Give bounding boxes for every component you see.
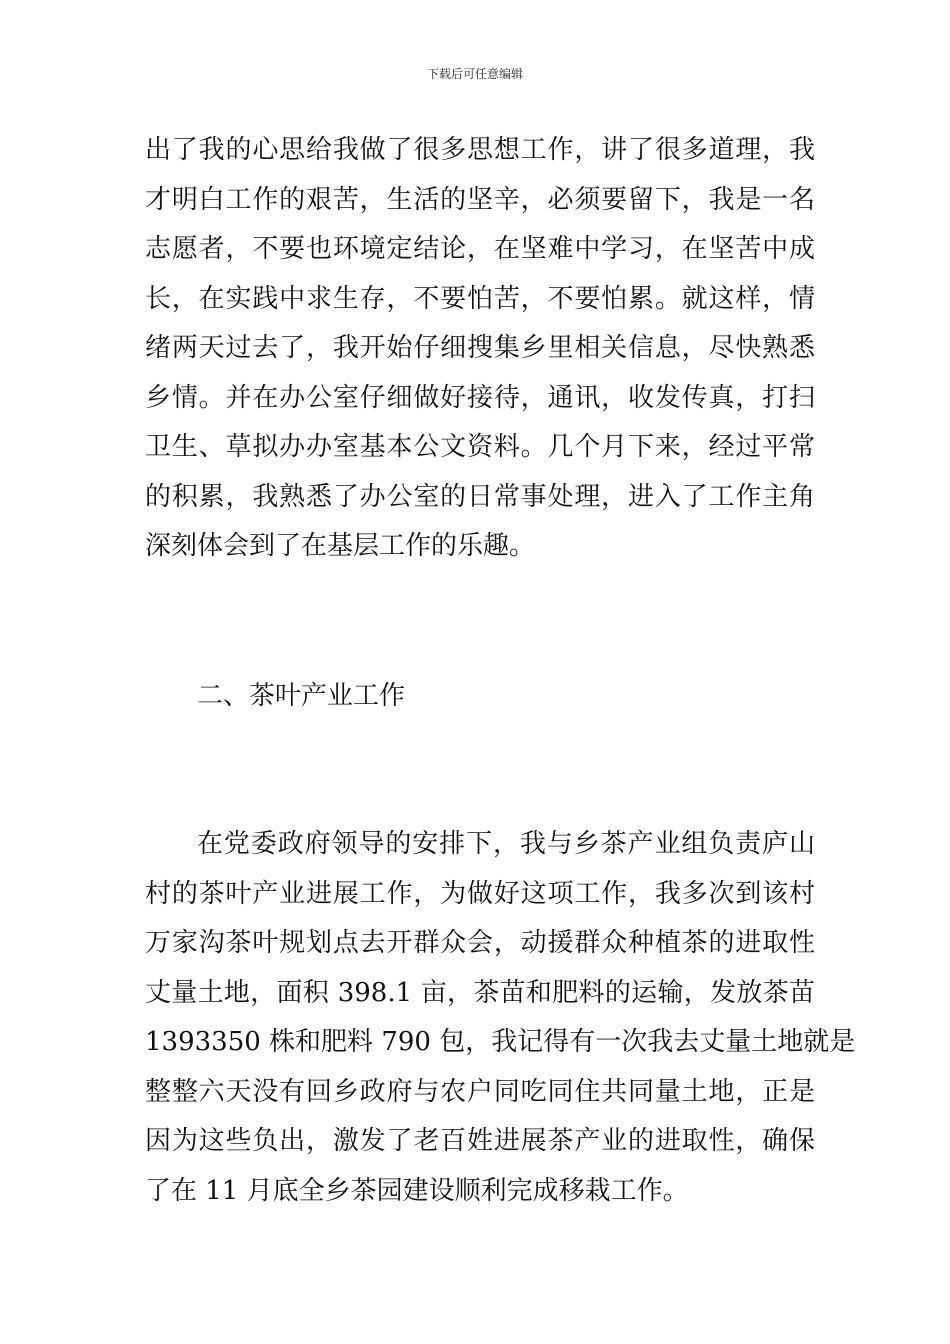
section-heading: 二、茶叶产业工作 (197, 681, 406, 711)
paragraph-line: 万家沟茶叶规划点去开群众会，动援群众种植茶的进取性 (145, 928, 815, 958)
paragraph-line: 在党委政府领导的安排下，我与乡茶产业组负责庐山 (197, 829, 815, 859)
paragraph-line: 因为这些负出，激发了老百姓进展茶产业的进取性，确保 (145, 1126, 815, 1156)
paragraph-line: 出了我的心思给我做了很多思想工作，讲了很多道理，我 (145, 135, 815, 165)
paragraph-line: 乡情。并在办公室仔细做好接待，通讯，收发传真，打扫 (145, 382, 815, 413)
paragraph-line: 深刻体会到了在基层工作的乐趣。 (145, 531, 536, 561)
paragraph-line: 长，在实践中求生存，不要怕苦，不要怕累。就这样，情 (145, 283, 815, 314)
paragraph-line: 了在 11 月底全乡茶园建设顺利完成移栽工作。 (145, 1175, 689, 1206)
paragraph-1 (145, 126, 815, 572)
paragraph-line: 才明白工作的艰苦，生活的坚辛，必须要留下，我是一名 (145, 184, 815, 215)
paragraph-line: 整整六天没有回乡政府与农户同吃同住共同量土地，正是 (145, 1076, 815, 1107)
paragraph-line: 卫生、草拟办办室基本公文资料。几个月下来，经过平常 (145, 432, 815, 462)
paragraph-line: 的积累，我熟悉了办公室的日常事处理，进入了工作主角 (145, 481, 815, 512)
page-header: 下载后可任意编辑 (426, 67, 523, 81)
paragraph-2 (145, 820, 856, 1216)
paragraph-line: 1393350 株和肥料 790 包，我记得有一次我去丈量土地就是 (145, 1027, 856, 1057)
paragraph-line: 丈量土地，面积 398.1 亩，茶苗和肥料的运输，发放茶苗 (145, 977, 815, 1008)
paragraph-line: 村的茶叶产业进展工作，为做好这项工作，我多次到该村 (145, 878, 815, 909)
paragraph-line: 绪两天过去了，我开始仔细搜集乡里相关信息，尽快熟悉 (145, 333, 815, 363)
paragraph-line: 志愿者，不要也环境定结论，在坚难中学习，在坚苦中成 (145, 234, 815, 264)
